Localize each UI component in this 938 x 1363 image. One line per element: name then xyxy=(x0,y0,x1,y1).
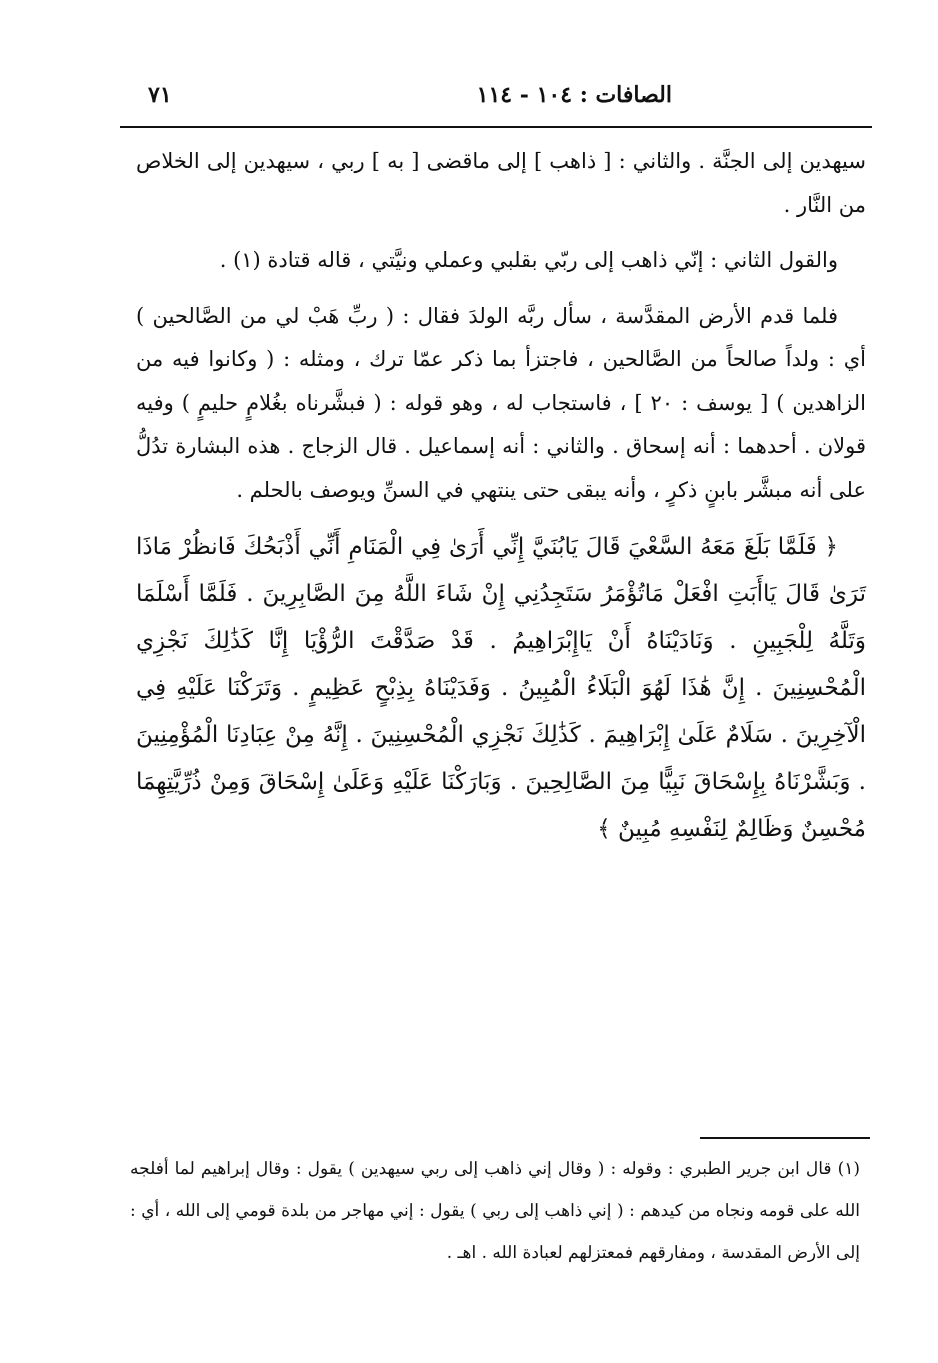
header-divider xyxy=(120,126,872,128)
quran-verses: ﴿ فَلَمَّا بَلَغَ مَعَهُ السَّعْيَ قَالَ يَابُنَيَّ إِنِّي أَرَىٰ فِي الْمَنَامِ أَنِّي أَذْبَحُكَ فَانظُرْ مَاذَا تَرَىٰ قَالَ يَاأَبَتِ افْعَلْ مَاتُؤْمَرُ سَتَجِدُنِي إِنْ شَاءَ اللَّهُ مِنَ الصَّابِرِينَ . فَلَمَّا أَسْلَمَا وَتَلَّهُ لِلْجَبِينِ . وَنَادَيْنَاهُ أَنْ يَاإِبْرَاهِيمُ . قَدْ صَدَّقْتَ الرُّؤْيَا إِنَّا كَذَٰلِكَ نَجْزِي الْمُحْسِنِينَ . إِنَّ هَٰذَا لَهُوَ الْبَلَاءُ الْمُبِينُ . وَفَدَيْنَاهُ بِذِبْحٍ عَظِيمٍ . وَتَرَكْنَا عَلَيْهِ فِي الْآخِرِينَ . سَلَامٌ عَلَىٰ إِبْرَاهِيمَ . كَذَٰلِكَ نَجْزِي الْمُحْسِنِينَ . إِنَّهُ مِنْ عِبَادِنَا الْمُؤْمِنِينَ . وَبَشَّرْنَاهُ بِإِسْحَاقَ نَبِيًّا مِنَ الصَّالِحِينَ . وَبَارَكْنَا عَلَيْهِ وَعَلَىٰ إِسْحَاقَ وَمِنْ ذُرِّيَّتِهِمَا مُحْسِنٌ وَظَالِمٌ لِنَفْسِهِ مُبِينٌ ﴾ xyxy=(136,534,866,842)
footnote-divider xyxy=(700,1137,870,1139)
main-text xyxy=(136,140,866,853)
page-number: ٧١ xyxy=(148,82,172,108)
running-title: الصافات : ١٠٤ - ١١٤ xyxy=(476,82,672,108)
paragraph: سيهدين إلى الجنَّة . والثاني : [ ذاهب ] إلى ماقضى [ به ] ربي ، سيهدين إلى الخلاص من النَّار . xyxy=(136,149,866,217)
paragraph: والقول الثاني : إنّي ذاهب إلى ربّي بقلبي وعملي ونيَّتي ، قاله قتادة (١) . xyxy=(219,248,838,272)
paragraph: فلما قدم الأرض المقدَّسة ، سأل ربَّه الولدَ فقال : ( ربِّ هَبْ لي من الصَّالحين ) أي : ولداً صالحاً من الصَّالحين ، فاجتزأ بما ذكر عمّا ترك ، ومثله : ( وكانوا فيه من الزاهدين ) [ يوسف : ٢٠ ] ، فاستجاب له ، وهو قوله : ( فبشَّرناه بغُلامٍ حليمٍ ) وفيه قولان . أحدهما : أنه إسحاق . والثاني : أنه إسماعيل . قال الزجاج . هذه البشارة تدُلُّ على أنه مبشَّر بابنٍ ذكرٍ ، وأنه يبقى حتى ينتهي في السنِّ ويوصف بالحلم . xyxy=(136,303,866,502)
footnote-text: (١) قال ابن جرير الطبري : وقوله : ( وقال إني ذاهب إلى ربي سيهدين ) يقول : وقال إبراهيم لما أفلجه الله على قومه ونجاه من كيدهم : ( إني ذاهب إلى ربي ) يقول : إني مهاجر من بلدة قومي إلى الله ، أي : إلى الأرض المقدسة ، ومفارقهم فمعتزلهم لعبادة الله . اهـ . xyxy=(130,1159,860,1263)
footnote xyxy=(130,1148,860,1274)
page-header xyxy=(120,82,872,122)
